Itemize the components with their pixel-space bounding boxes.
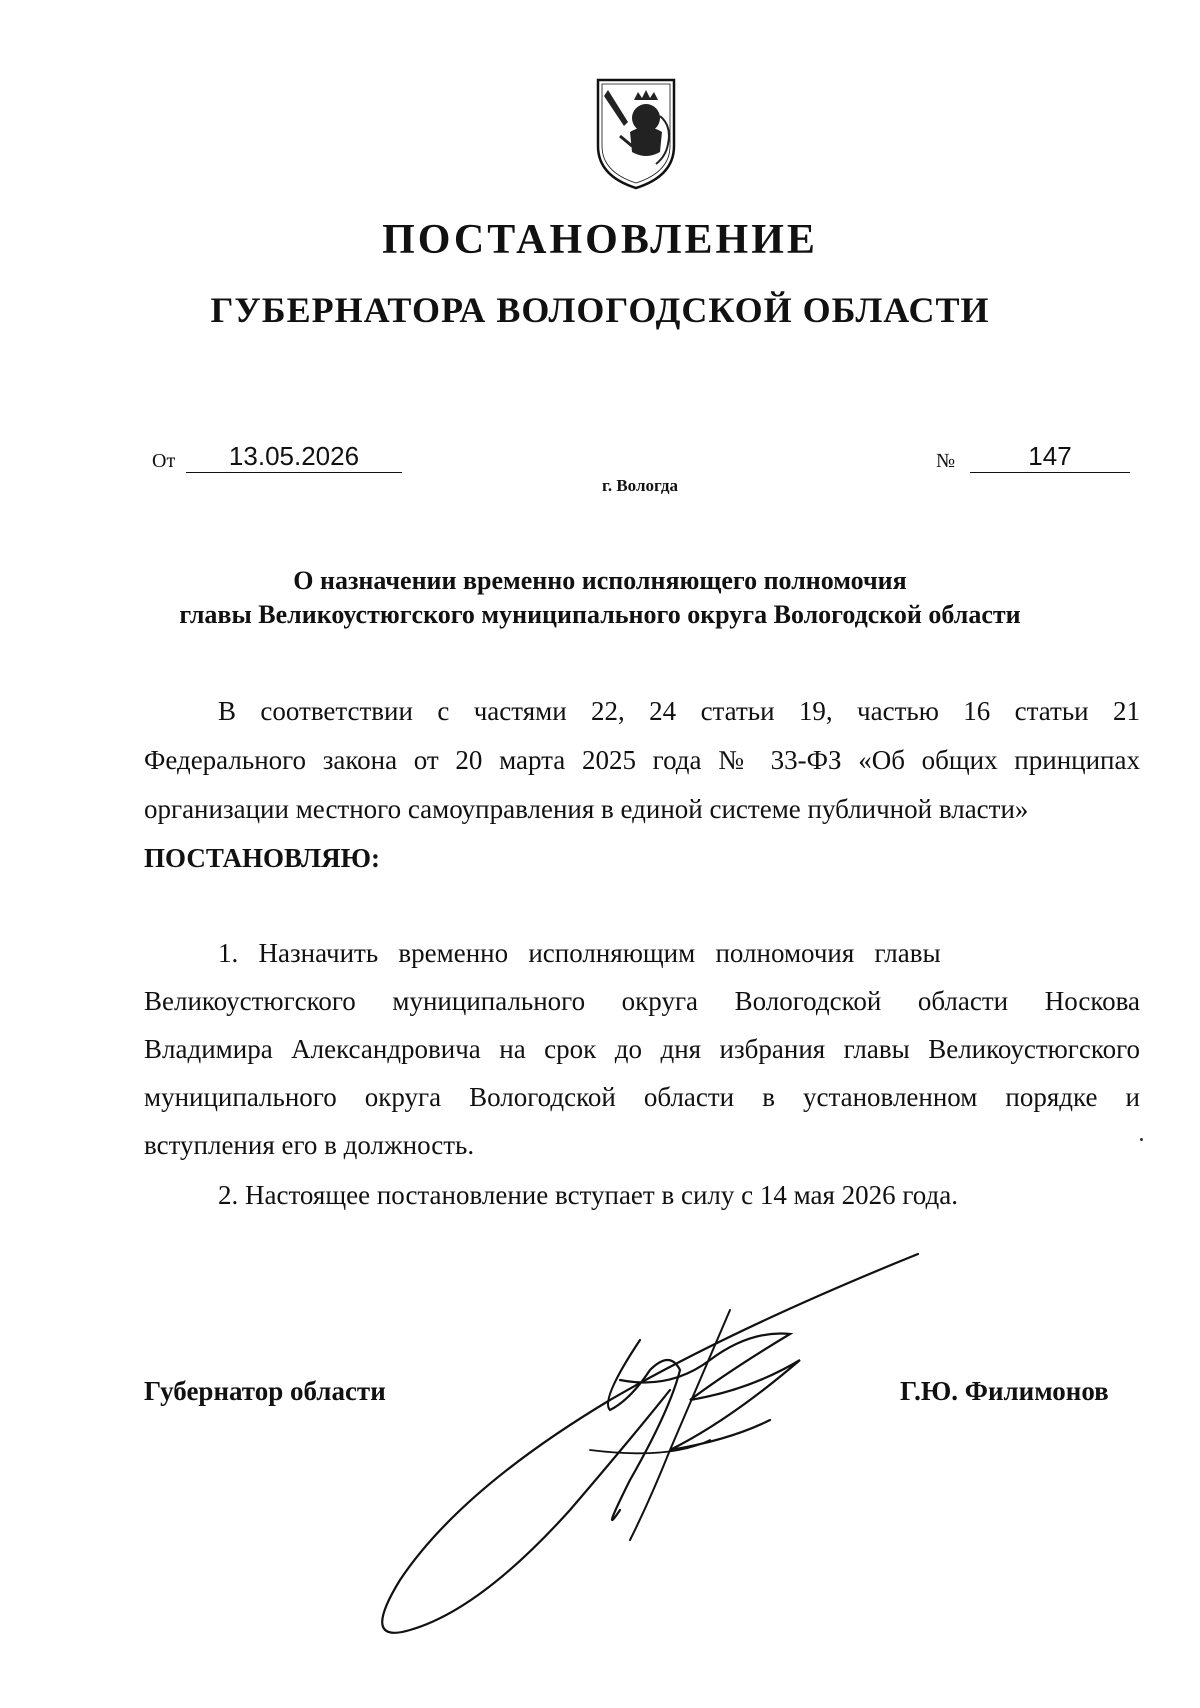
- city-label: г. Вологда: [602, 476, 678, 495]
- handwritten-signature: [370, 1250, 930, 1650]
- subject-line-2: главы Великоустюгского муниципального округа Вологодской области: [179, 600, 1021, 629]
- item-1-line: 1. Назначить временно исполняющим полномочия главы: [218, 938, 941, 968]
- document-subtitle: ГУБЕРНАТОРА ВОЛОГОДСКОЙ ОБЛАСТИ: [210, 290, 990, 330]
- number-label: №: [936, 450, 956, 472]
- document-date: 13.05.2026: [186, 440, 402, 473]
- item-1-line: Владимира Александровича на срок до дня избрания главы Великоустюгского: [144, 1034, 1140, 1064]
- decree-word: ПОСТАНОВЛЯЮ:: [144, 843, 380, 873]
- item-1-line: муниципального округа Вологодской области в установленном порядке и: [144, 1082, 1140, 1112]
- date-label: От: [152, 450, 176, 472]
- document-number: 147: [970, 440, 1130, 473]
- item-1-line: вступления его в должность.: [144, 1130, 475, 1160]
- signatory-position: Губернатор области: [144, 1376, 386, 1406]
- item-2-text: 2. Настоящее постановление вступает в силу с 14 мая 2026 года.: [218, 1180, 958, 1210]
- preamble-line: Федерального закона от 20 марта 2025 года № 33-ФЗ «Об общих принципах: [144, 745, 1140, 775]
- subject-line-1: О назначении временно исполняющего полномочия: [293, 566, 907, 595]
- preamble-line: организации местного самоуправления в единой системе публичной власти»: [144, 794, 1029, 824]
- scan-speck: [1140, 1138, 1143, 1141]
- item-1-line: Великоустюгского муниципального округа Вологодской области Носкова: [144, 986, 1140, 1016]
- document-title: ПОСТАНОВЛЕНИЕ: [382, 217, 818, 263]
- signatory-name: Г.Ю. Филимонов: [900, 1376, 1109, 1406]
- preamble-line: В соответствии с частями 22, 24 статьи 19, частью 16 статьи 21: [218, 696, 1140, 726]
- coat-of-arms-emblem: [594, 76, 678, 192]
